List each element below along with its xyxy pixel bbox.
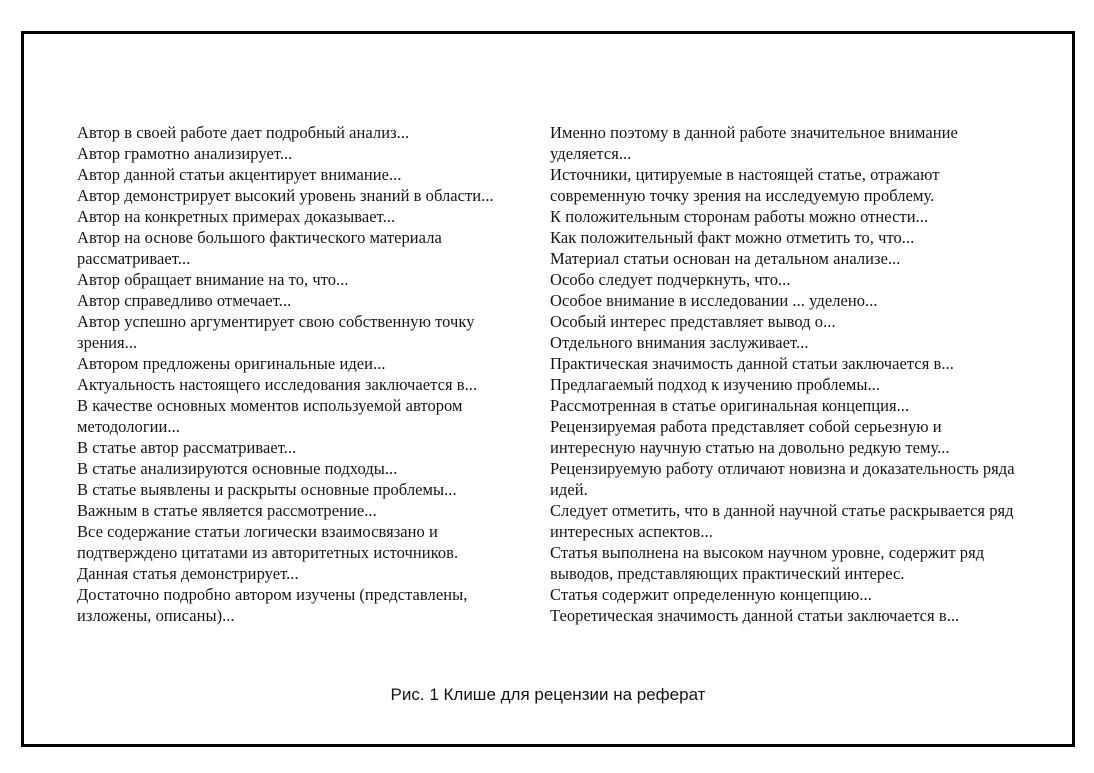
clause-line: Автор на конкретных примерах доказывает... [77,207,396,226]
clause-line: Достаточно подробно автором изучены (представлены, изложены, описаны)... [77,585,472,625]
clause-line: Автором предложены оригинальные идеи... [77,354,386,373]
clause-line: Рецензируемую работу отличают новизна и доказательность ряда идей. [550,459,1019,499]
clause-line: Рецензируемая работа представляет собой серьезную и интересную научную статью на довольно редкую тему... [550,417,950,457]
figure-frame [21,31,1075,747]
clause-line: Автор демонстрирует высокий уровень знаний в области... [77,186,494,205]
clause-line: Все содержание статьи логически взаимосвязано и подтверждено цитатами из авторитетных источников. [77,522,459,562]
clause-line: Особое внимание в исследовании ... уделено... [550,291,878,310]
clause-line: Рассмотренная в статье оригинальная концепция... [550,396,910,415]
clause-line: Автор грамотно анализирует... [77,144,293,163]
clause-line: К положительным сторонам работы можно отнести... [550,207,929,226]
clause-line: Как положительный факт можно отметить то, что... [550,228,915,247]
clause-line: Статья выполнена на высоком научном уровне, содержит ряд выводов, представляющих практический интерес. [550,543,989,583]
clause-line: Автор данной статьи акцентирует внимание... [77,165,402,184]
clause-line: Следует отметить, что в данной научной статье раскрывается ряд интересных аспектов... [550,501,1018,541]
clause-line: Именно поэтому в данной работе значительное внимание уделяется... [550,123,963,163]
clause-line: Данная статья демонстрирует... [77,564,299,583]
clause-line: В статье выявлены и раскрыты основные проблемы... [77,480,457,499]
clause-line: Материал статьи основан на детальном анализе... [550,249,901,268]
clause-line: В статье анализируются основные подходы... [77,459,398,478]
clause-line: В качестве основных моментов используемой автором методологии... [77,396,467,436]
clause-line: Практическая значимость данной статьи заключается в... [550,354,954,373]
clause-line: Предлагаемый подход к изучению проблемы... [550,375,881,394]
clause-line: Особо следует подчеркнуть, что... [550,270,791,289]
clause-line: Важным в статье является рассмотрение... [77,501,377,520]
clause-line: В статье автор рассматривает... [77,438,297,457]
figure-caption: Рис. 1 Клише для рецензии на реферат [390,685,706,704]
clause-line: Особый интерес представляет вывод о... [550,312,836,331]
clause-column-right [550,122,1028,626]
clause-line: Автор справедливо отмечает... [77,291,292,310]
clause-line: Отдельного внимания заслуживает... [550,333,809,352]
clause-line: Автор в своей работе дает подробный анализ... [77,123,410,142]
clause-line: Автор обращает внимание на то, что... [77,270,349,289]
clause-line: Источники, цитируемые в настоящей статье, отражают современную точку зрения на исследуемую проблему. [550,165,944,205]
clause-line: Теоретическая значимость данной статьи заключается в... [550,606,960,625]
clause-line: Статья содержит определенную концепцию... [550,585,872,604]
clause-line: Актуальность настоящего исследования заключается в... [77,375,478,394]
clause-columns [24,34,1072,744]
clause-line: Автор на основе большого фактического материала рассматривает... [77,228,447,268]
clause-column-left [77,122,517,626]
clause-line: Автор успешно аргументирует свою собственную точку зрения... [77,312,479,352]
